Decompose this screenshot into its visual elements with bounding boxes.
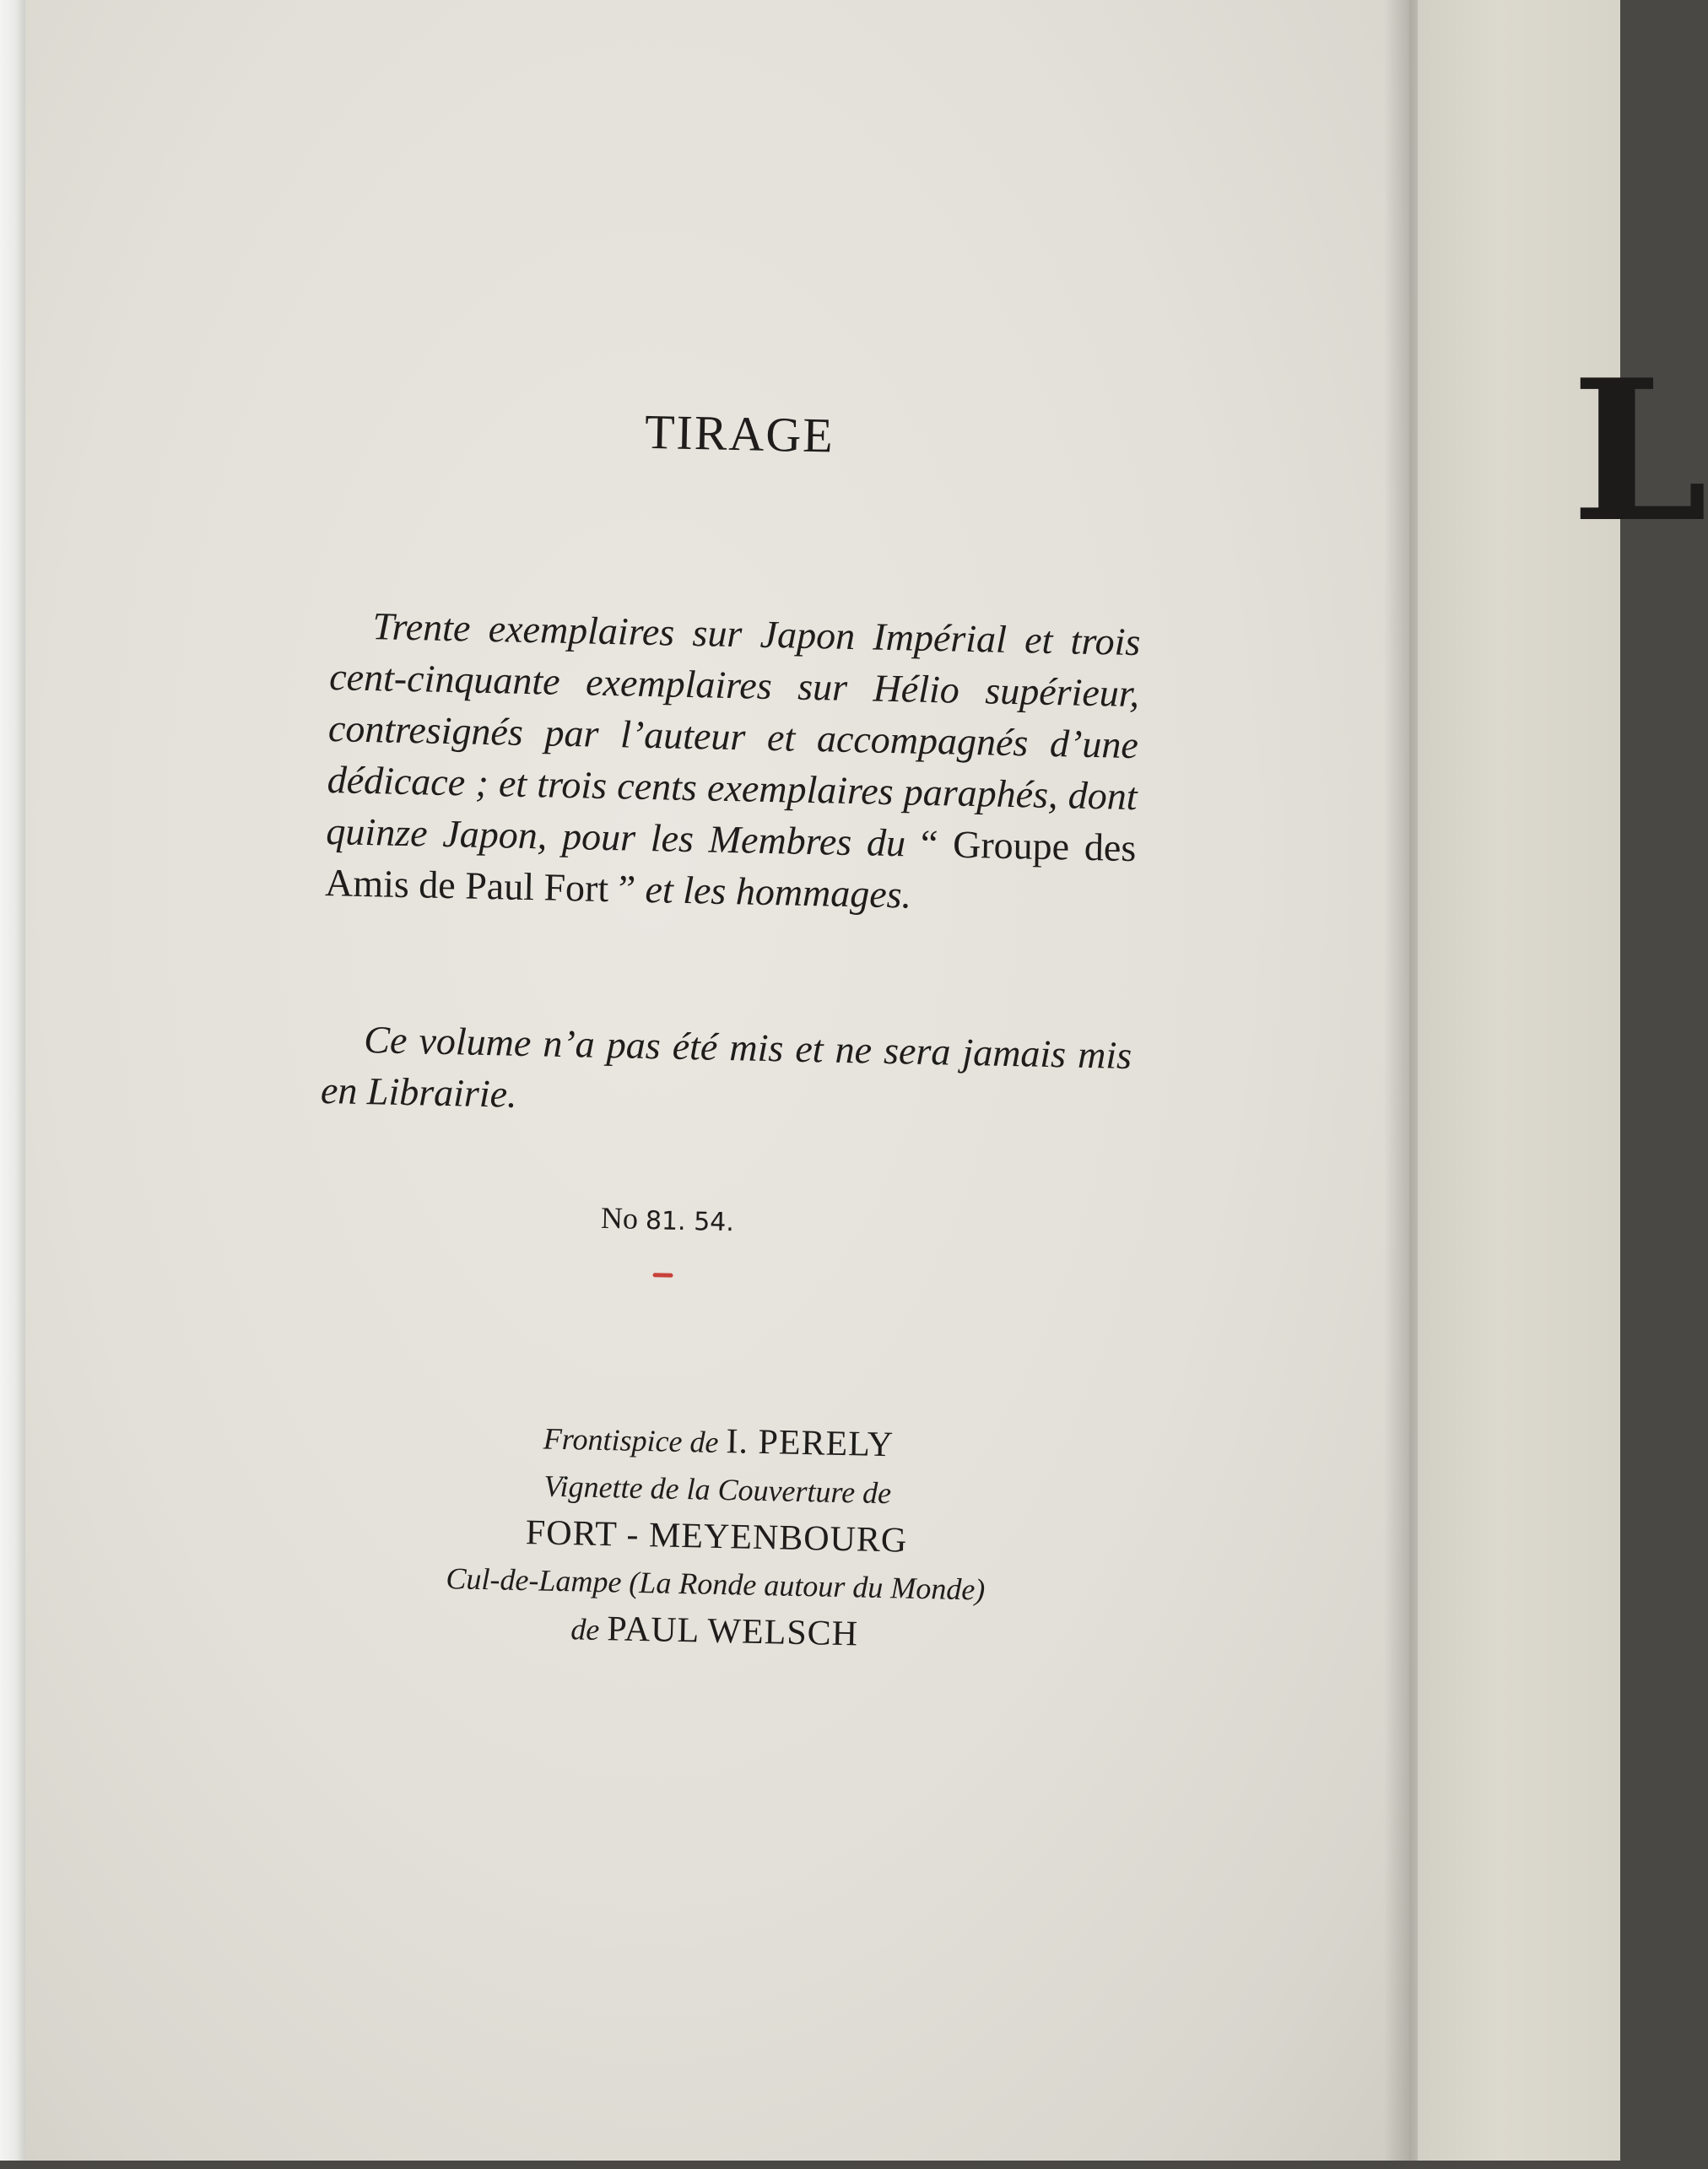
not-for-sale-paragraph — [320, 1013, 1132, 1133]
para1-line2: cent-cinquante exemplaires sur Hélio supérieur, — [328, 655, 1140, 716]
para1-line6-quote: des Amis de Paul Fort ” — [324, 825, 1137, 911]
page-edge — [0, 0, 25, 2161]
red-ink-mark — [653, 1273, 673, 1278]
credit-cul-de-lampe-label: Cul-de-Lampe (La Ronde autour du Monde) — [446, 1561, 986, 1607]
illustration-credits — [292, 1409, 1141, 1664]
para1-line5: quinze Japon, pour les Membres du — [325, 809, 906, 865]
copy-number — [601, 1200, 735, 1238]
credit-frontispiece-label: Frontispice de — [543, 1421, 719, 1459]
para1-line4: dédicace ; et trois cents exemplaires paraphés, dont — [327, 758, 1138, 819]
para1-line6-end: et les hommages. — [645, 867, 912, 917]
print-run-paragraph — [325, 599, 1141, 925]
para2-line2: mis en Librairie. — [320, 1032, 1132, 1116]
page-title: TIRAGE — [644, 403, 835, 463]
credit-cul-de-lampe-name: PAUL WELSCH — [606, 1609, 859, 1654]
copy-number-prefix: No — [600, 1200, 639, 1236]
para2-line1: Ce volume n’a pas été mis et ne sera jamais — [363, 1018, 1067, 1076]
right-page — [1418, 0, 1620, 2161]
para1-line5-quote: “ Groupe — [920, 821, 1070, 868]
para1-line3: contresignés par l’auteur et accompagnés d’une — [327, 706, 1139, 767]
credit-vignette-name: FORT - MEYENBOURG — [525, 1513, 908, 1560]
credit-vignette-label: Vignette de la Couverture de — [543, 1469, 892, 1511]
para1-line1: Trente exemplaires sur Japon Impérial et trois — [372, 604, 1141, 664]
copy-number-handwritten: 81. 54. — [645, 1206, 735, 1238]
credit-frontispiece-name: I. PERELY — [726, 1422, 895, 1465]
right-page-letter: L — [1571, 338, 1708, 565]
page-content — [282, 0, 1170, 2169]
credit-cul-de-lampe-de: de — [570, 1612, 600, 1647]
